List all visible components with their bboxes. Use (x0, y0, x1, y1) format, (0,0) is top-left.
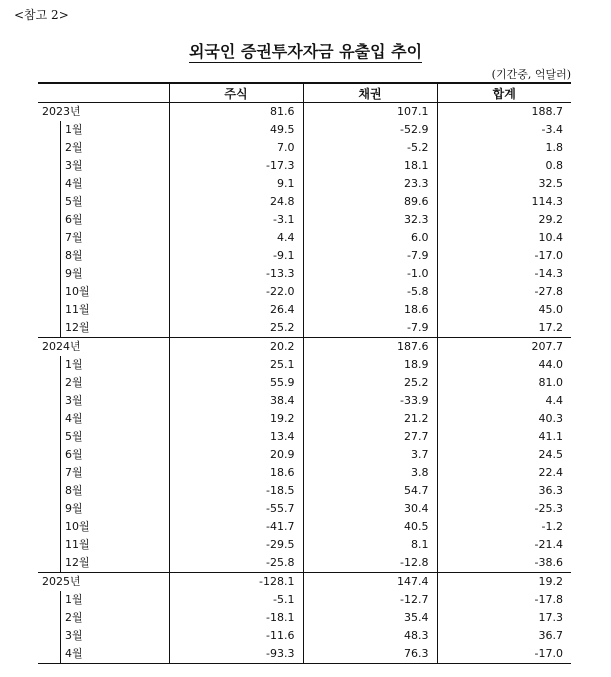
month-cell (38, 482, 169, 500)
month-row (38, 319, 571, 338)
month-cell (38, 356, 169, 374)
stock-value: -11.6 (169, 627, 303, 645)
year-label: 2024년 (38, 338, 169, 357)
month-row (38, 157, 571, 175)
month-label: 9월 (60, 265, 83, 283)
month-label: 12월 (60, 554, 90, 572)
stock-value: 13.4 (169, 428, 303, 446)
stock-value: -128.1 (169, 573, 303, 592)
bond-value: 6.0 (303, 229, 437, 247)
total-value: 24.5 (437, 446, 571, 464)
total-value: 22.4 (437, 464, 571, 482)
bond-value: 25.2 (303, 374, 437, 392)
stock-value: -5.1 (169, 591, 303, 609)
month-label: 8월 (60, 482, 83, 500)
month-row (38, 482, 571, 500)
total-value: 19.2 (437, 573, 571, 592)
total-value: 40.3 (437, 410, 571, 428)
month-row (38, 211, 571, 229)
bond-value: 54.7 (303, 482, 437, 500)
month-row (38, 265, 571, 283)
month-cell (38, 446, 169, 464)
month-label: 3월 (60, 157, 83, 175)
month-row (38, 446, 571, 464)
stock-value: 26.4 (169, 301, 303, 319)
bond-header: 채권 (303, 83, 437, 103)
stock-value: 38.4 (169, 392, 303, 410)
total-value: -17.0 (437, 247, 571, 265)
bond-value: -5.2 (303, 139, 437, 157)
month-label: 2월 (60, 374, 83, 392)
month-row (38, 500, 571, 518)
stock-value: 9.1 (169, 175, 303, 193)
month-row (38, 464, 571, 482)
total-value: 29.2 (437, 211, 571, 229)
month-cell (38, 265, 169, 283)
month-cell (38, 283, 169, 301)
bond-value: 89.6 (303, 193, 437, 211)
month-cell (38, 536, 169, 554)
month-row (38, 374, 571, 392)
stock-value: -3.1 (169, 211, 303, 229)
month-row (38, 536, 571, 554)
month-cell (38, 121, 169, 139)
total-value: -25.3 (437, 500, 571, 518)
unit-note: (기간중, 억달러) (491, 68, 571, 81)
total-value: 41.1 (437, 428, 571, 446)
stock-value: -25.8 (169, 554, 303, 573)
month-label: 2월 (60, 609, 83, 627)
total-value: 114.3 (437, 193, 571, 211)
stock-value: -17.3 (169, 157, 303, 175)
bond-value: 35.4 (303, 609, 437, 627)
month-cell (38, 392, 169, 410)
total-value: -17.0 (437, 645, 571, 664)
stock-value: 25.1 (169, 356, 303, 374)
bond-value: -33.9 (303, 392, 437, 410)
period-header (38, 83, 169, 103)
month-row (38, 121, 571, 139)
stock-value: 25.2 (169, 319, 303, 338)
total-header: 합계 (437, 83, 571, 103)
month-cell (38, 464, 169, 482)
month-cell (38, 211, 169, 229)
month-row (38, 609, 571, 627)
bond-value: 76.3 (303, 645, 437, 664)
month-row (38, 247, 571, 265)
bond-value: -12.8 (303, 554, 437, 573)
bond-value: 3.8 (303, 464, 437, 482)
stock-value: -13.3 (169, 265, 303, 283)
month-label: 4월 (60, 645, 83, 663)
month-label: 11월 (60, 301, 90, 319)
month-cell (38, 139, 169, 157)
month-cell (38, 609, 169, 627)
stock-value: 4.4 (169, 229, 303, 247)
month-cell (38, 374, 169, 392)
month-cell (38, 645, 169, 664)
month-cell (38, 229, 169, 247)
month-row (38, 301, 571, 319)
year-row (38, 573, 571, 592)
total-value: -38.6 (437, 554, 571, 573)
bond-value: -7.9 (303, 319, 437, 338)
month-label: 1월 (60, 591, 83, 609)
stock-value: 24.8 (169, 193, 303, 211)
flow-table (38, 82, 571, 664)
bond-value: 32.3 (303, 211, 437, 229)
stock-value: 19.2 (169, 410, 303, 428)
stock-value: -29.5 (169, 536, 303, 554)
total-value: 207.7 (437, 338, 571, 357)
year-label: 2023년 (38, 103, 169, 122)
total-value: -3.4 (437, 121, 571, 139)
month-label: 8월 (60, 247, 83, 265)
month-cell (38, 627, 169, 645)
month-label: 6월 (60, 446, 83, 464)
month-cell (38, 157, 169, 175)
total-value: 32.5 (437, 175, 571, 193)
bond-value: 18.6 (303, 301, 437, 319)
month-row (38, 193, 571, 211)
header-row (38, 83, 571, 103)
stock-value: -22.0 (169, 283, 303, 301)
table-body (38, 103, 571, 664)
bond-value: -7.9 (303, 247, 437, 265)
stock-value: 18.6 (169, 464, 303, 482)
month-row (38, 518, 571, 536)
month-row (38, 591, 571, 609)
stock-value: -18.1 (169, 609, 303, 627)
month-label: 12월 (60, 319, 90, 337)
month-cell (38, 319, 169, 338)
reference-note: <참고 2> (14, 8, 69, 22)
month-label: 1월 (60, 121, 83, 139)
stock-value: -18.5 (169, 482, 303, 500)
month-label: 3월 (60, 392, 83, 410)
month-cell (38, 301, 169, 319)
table-title: 외국인 증권투자자금 유출입 추이 (188, 42, 423, 61)
bond-value: 30.4 (303, 500, 437, 518)
total-value: -27.8 (437, 283, 571, 301)
year-row (38, 103, 571, 122)
total-value: 10.4 (437, 229, 571, 247)
month-label: 6월 (60, 211, 83, 229)
total-value: 0.8 (437, 157, 571, 175)
month-cell (38, 175, 169, 193)
month-cell (38, 247, 169, 265)
bond-value: 107.1 (303, 103, 437, 122)
bond-value: 48.3 (303, 627, 437, 645)
bond-value: 27.7 (303, 428, 437, 446)
total-value: 44.0 (437, 356, 571, 374)
month-cell (38, 518, 169, 536)
total-value: 36.7 (437, 627, 571, 645)
month-label: 2월 (60, 139, 83, 157)
month-label: 11월 (60, 536, 90, 554)
month-label: 1월 (60, 356, 83, 374)
stock-value: 20.9 (169, 446, 303, 464)
stock-value: -93.3 (169, 645, 303, 664)
stock-value: 7.0 (169, 139, 303, 157)
bond-value: -1.0 (303, 265, 437, 283)
bond-value: 147.4 (303, 573, 437, 592)
month-label: 5월 (60, 193, 83, 211)
month-row (38, 139, 571, 157)
year-row (38, 338, 571, 357)
stock-value: -9.1 (169, 247, 303, 265)
month-label: 5월 (60, 428, 83, 446)
month-label: 7월 (60, 464, 83, 482)
bond-value: -12.7 (303, 591, 437, 609)
stock-value: 49.5 (169, 121, 303, 139)
stock-value: -41.7 (169, 518, 303, 536)
month-row (38, 392, 571, 410)
month-row (38, 627, 571, 645)
bond-value: 21.2 (303, 410, 437, 428)
total-value: -1.2 (437, 518, 571, 536)
year-label: 2025년 (38, 573, 169, 592)
month-row (38, 175, 571, 193)
month-label: 10월 (60, 283, 90, 301)
month-cell (38, 410, 169, 428)
total-value: 36.3 (437, 482, 571, 500)
total-value: 188.7 (437, 103, 571, 122)
month-label: 10월 (60, 518, 90, 536)
month-cell (38, 591, 169, 609)
total-value: 1.8 (437, 139, 571, 157)
stock-value: 55.9 (169, 374, 303, 392)
total-value: -21.4 (437, 536, 571, 554)
bond-value: 18.1 (303, 157, 437, 175)
month-row (38, 645, 571, 664)
total-value: 81.0 (437, 374, 571, 392)
total-value: -17.8 (437, 591, 571, 609)
month-cell (38, 500, 169, 518)
bond-value: 18.9 (303, 356, 437, 374)
bond-value: 3.7 (303, 446, 437, 464)
month-row (38, 229, 571, 247)
month-label: 4월 (60, 410, 83, 428)
bond-value: 40.5 (303, 518, 437, 536)
total-value: 4.4 (437, 392, 571, 410)
month-label: 4월 (60, 175, 83, 193)
month-row (38, 356, 571, 374)
bond-value: -5.8 (303, 283, 437, 301)
month-row (38, 410, 571, 428)
total-value: -14.3 (437, 265, 571, 283)
month-label: 3월 (60, 627, 83, 645)
month-row (38, 283, 571, 301)
stock-value: 20.2 (169, 338, 303, 357)
month-row (38, 554, 571, 573)
bond-value: 23.3 (303, 175, 437, 193)
month-row (38, 428, 571, 446)
total-value: 45.0 (437, 301, 571, 319)
stock-value: 81.6 (169, 103, 303, 122)
month-label: 9월 (60, 500, 83, 518)
stock-value: -55.7 (169, 500, 303, 518)
month-cell (38, 554, 169, 573)
bond-value: 187.6 (303, 338, 437, 357)
month-cell (38, 193, 169, 211)
month-cell (38, 428, 169, 446)
total-value: 17.2 (437, 319, 571, 338)
total-value: 17.3 (437, 609, 571, 627)
month-label: 7월 (60, 229, 83, 247)
bond-value: 8.1 (303, 536, 437, 554)
bond-value: -52.9 (303, 121, 437, 139)
stock-header: 주식 (169, 83, 303, 103)
